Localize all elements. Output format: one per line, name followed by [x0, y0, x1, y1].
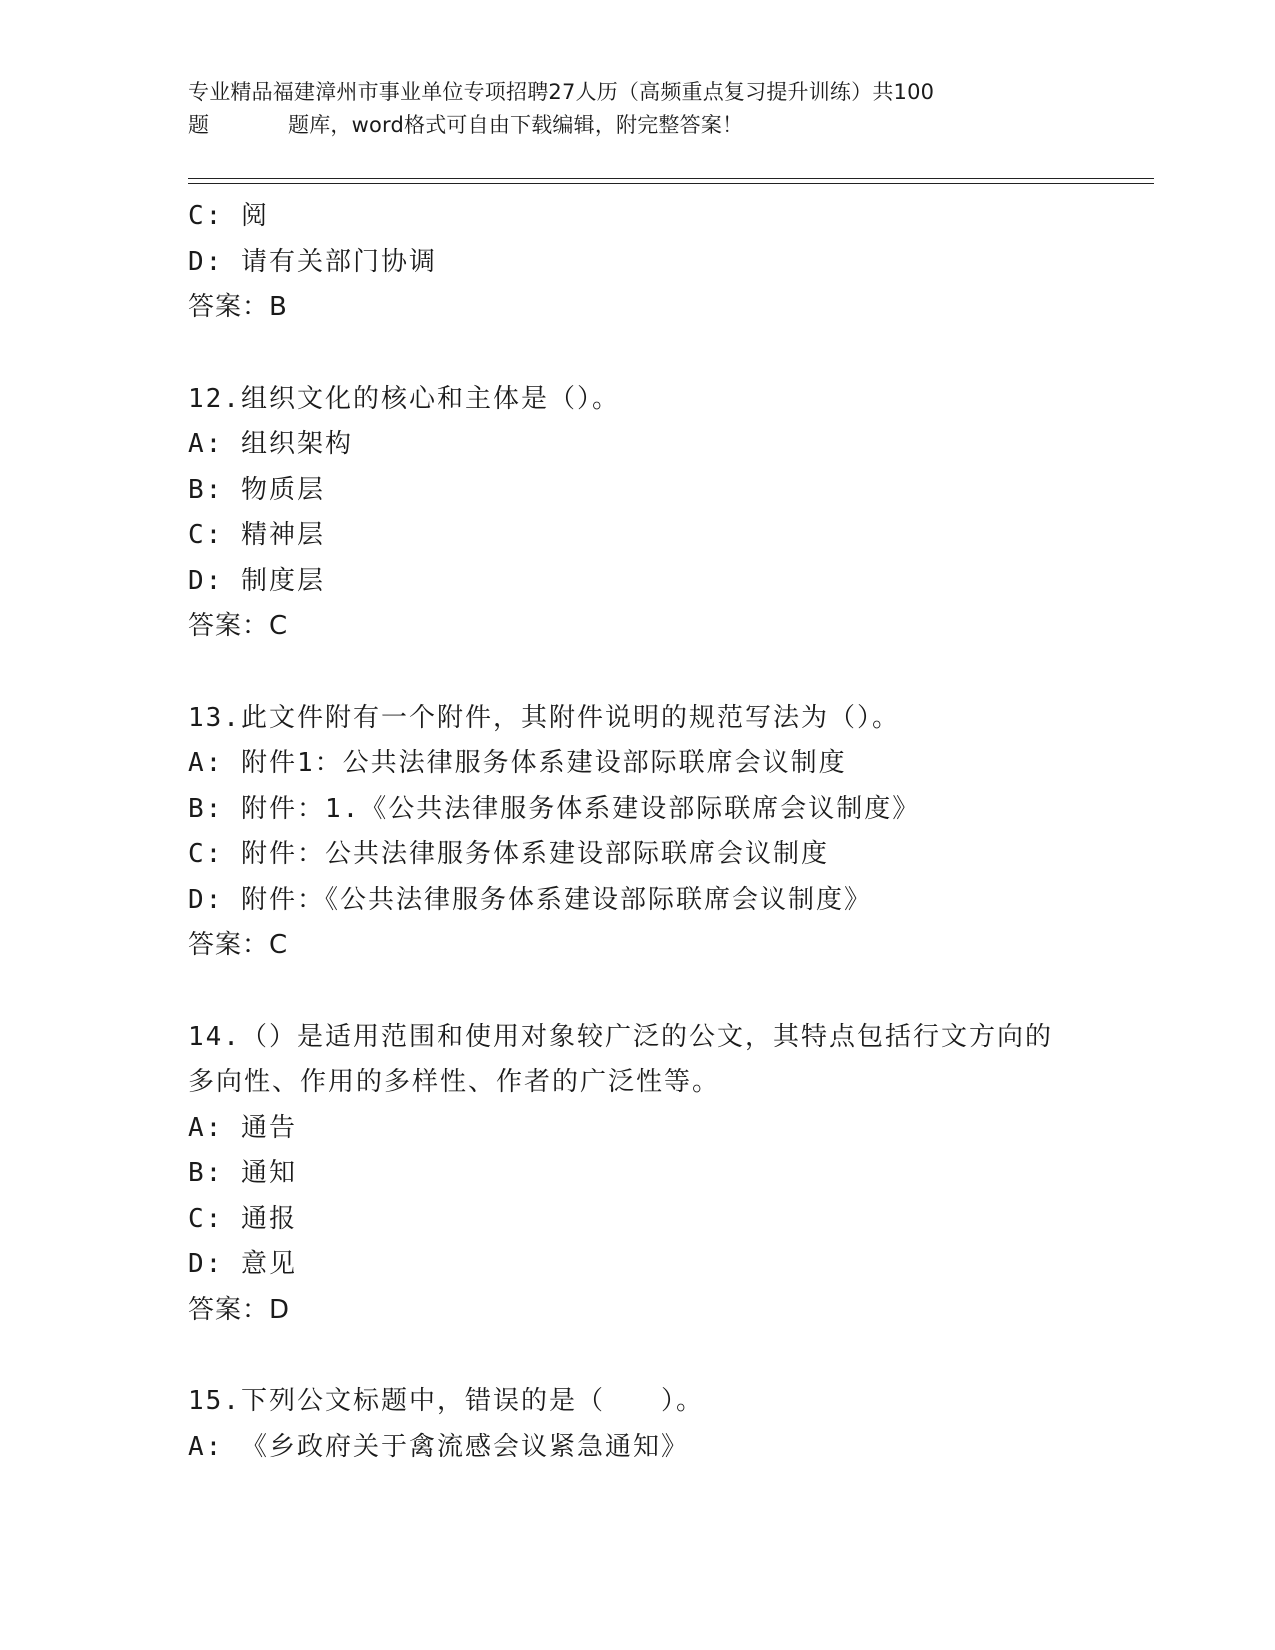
question-text: 13.此文件附有一个附件，其附件说明的规范写法为（）。 [188, 702, 900, 733]
option-b: B: 通知 [188, 1158, 297, 1188]
question-list [188, 194, 1128, 1470]
spacer [188, 1333, 1128, 1379]
answer-label: 答案：D [188, 1294, 291, 1325]
question-14 [188, 1015, 1128, 1334]
header-title-line-1: 专业精品福建漳州市事业单位专项招聘27人历（高频重点复习提升训练）共100 [188, 80, 935, 104]
option-c: C: 精神层 [188, 520, 325, 550]
option-b: B: 附件：1.《公共法律服务体系建设部际联席会议制度》 [188, 793, 921, 824]
option-a: A: 附件1：公共法律服务体系建设部际联席会议制度 [188, 748, 847, 778]
option-a: A: 通告 [188, 1112, 297, 1143]
question-12 [188, 377, 1128, 650]
option-c: C: 附件：公共法律服务体系建设部际联席会议制度 [188, 839, 829, 869]
answer-label: 答案：C [188, 611, 289, 641]
question-text: 12.组织文化的核心和主体是（）。 [188, 383, 620, 414]
option-a: A: 《乡政府关于禽流感会议紧急通知》 [188, 1431, 689, 1462]
answer-label: 答案：B [188, 292, 288, 322]
document-header [188, 76, 1088, 142]
option-c: C: 阅 [188, 201, 269, 231]
option-d: D: 意见 [188, 1249, 297, 1279]
spacer [188, 969, 1128, 1015]
question-text-line-2: 多向性、作用的多样性、作者的广泛性等。 [188, 1067, 721, 1097]
option-d: D: 制度层 [188, 565, 325, 596]
question-11-continuation [188, 194, 1128, 331]
question-text-line-1: 14.（）是适用范围和使用对象较广泛的公文，其特点包括行文方向的 [188, 1021, 1053, 1052]
header-title-fragment: 题 [188, 113, 210, 137]
spacer [188, 331, 1128, 377]
answer-label: 答案：C [188, 930, 289, 960]
option-d: D: 附件：《公共法律服务体系建设部际联席会议制度》 [188, 884, 872, 915]
question-text: 15.下列公文标题中，错误的是（ ）。 [188, 1386, 704, 1416]
option-b: B: 物质层 [188, 474, 325, 505]
header-divider-top [188, 178, 1154, 179]
question-15 [188, 1379, 1128, 1470]
header-title-subtitle: 题库，word格式可自由下载编辑，附完整答案！ [288, 113, 744, 137]
option-a: A: 组织架构 [188, 429, 353, 459]
option-c: C: 通报 [188, 1203, 297, 1234]
header-title-line-2 [188, 109, 1088, 142]
header-divider-bottom [188, 183, 1154, 184]
spacer [188, 650, 1128, 696]
option-d: D: 请有关部门协调 [188, 246, 437, 277]
question-13 [188, 696, 1128, 969]
